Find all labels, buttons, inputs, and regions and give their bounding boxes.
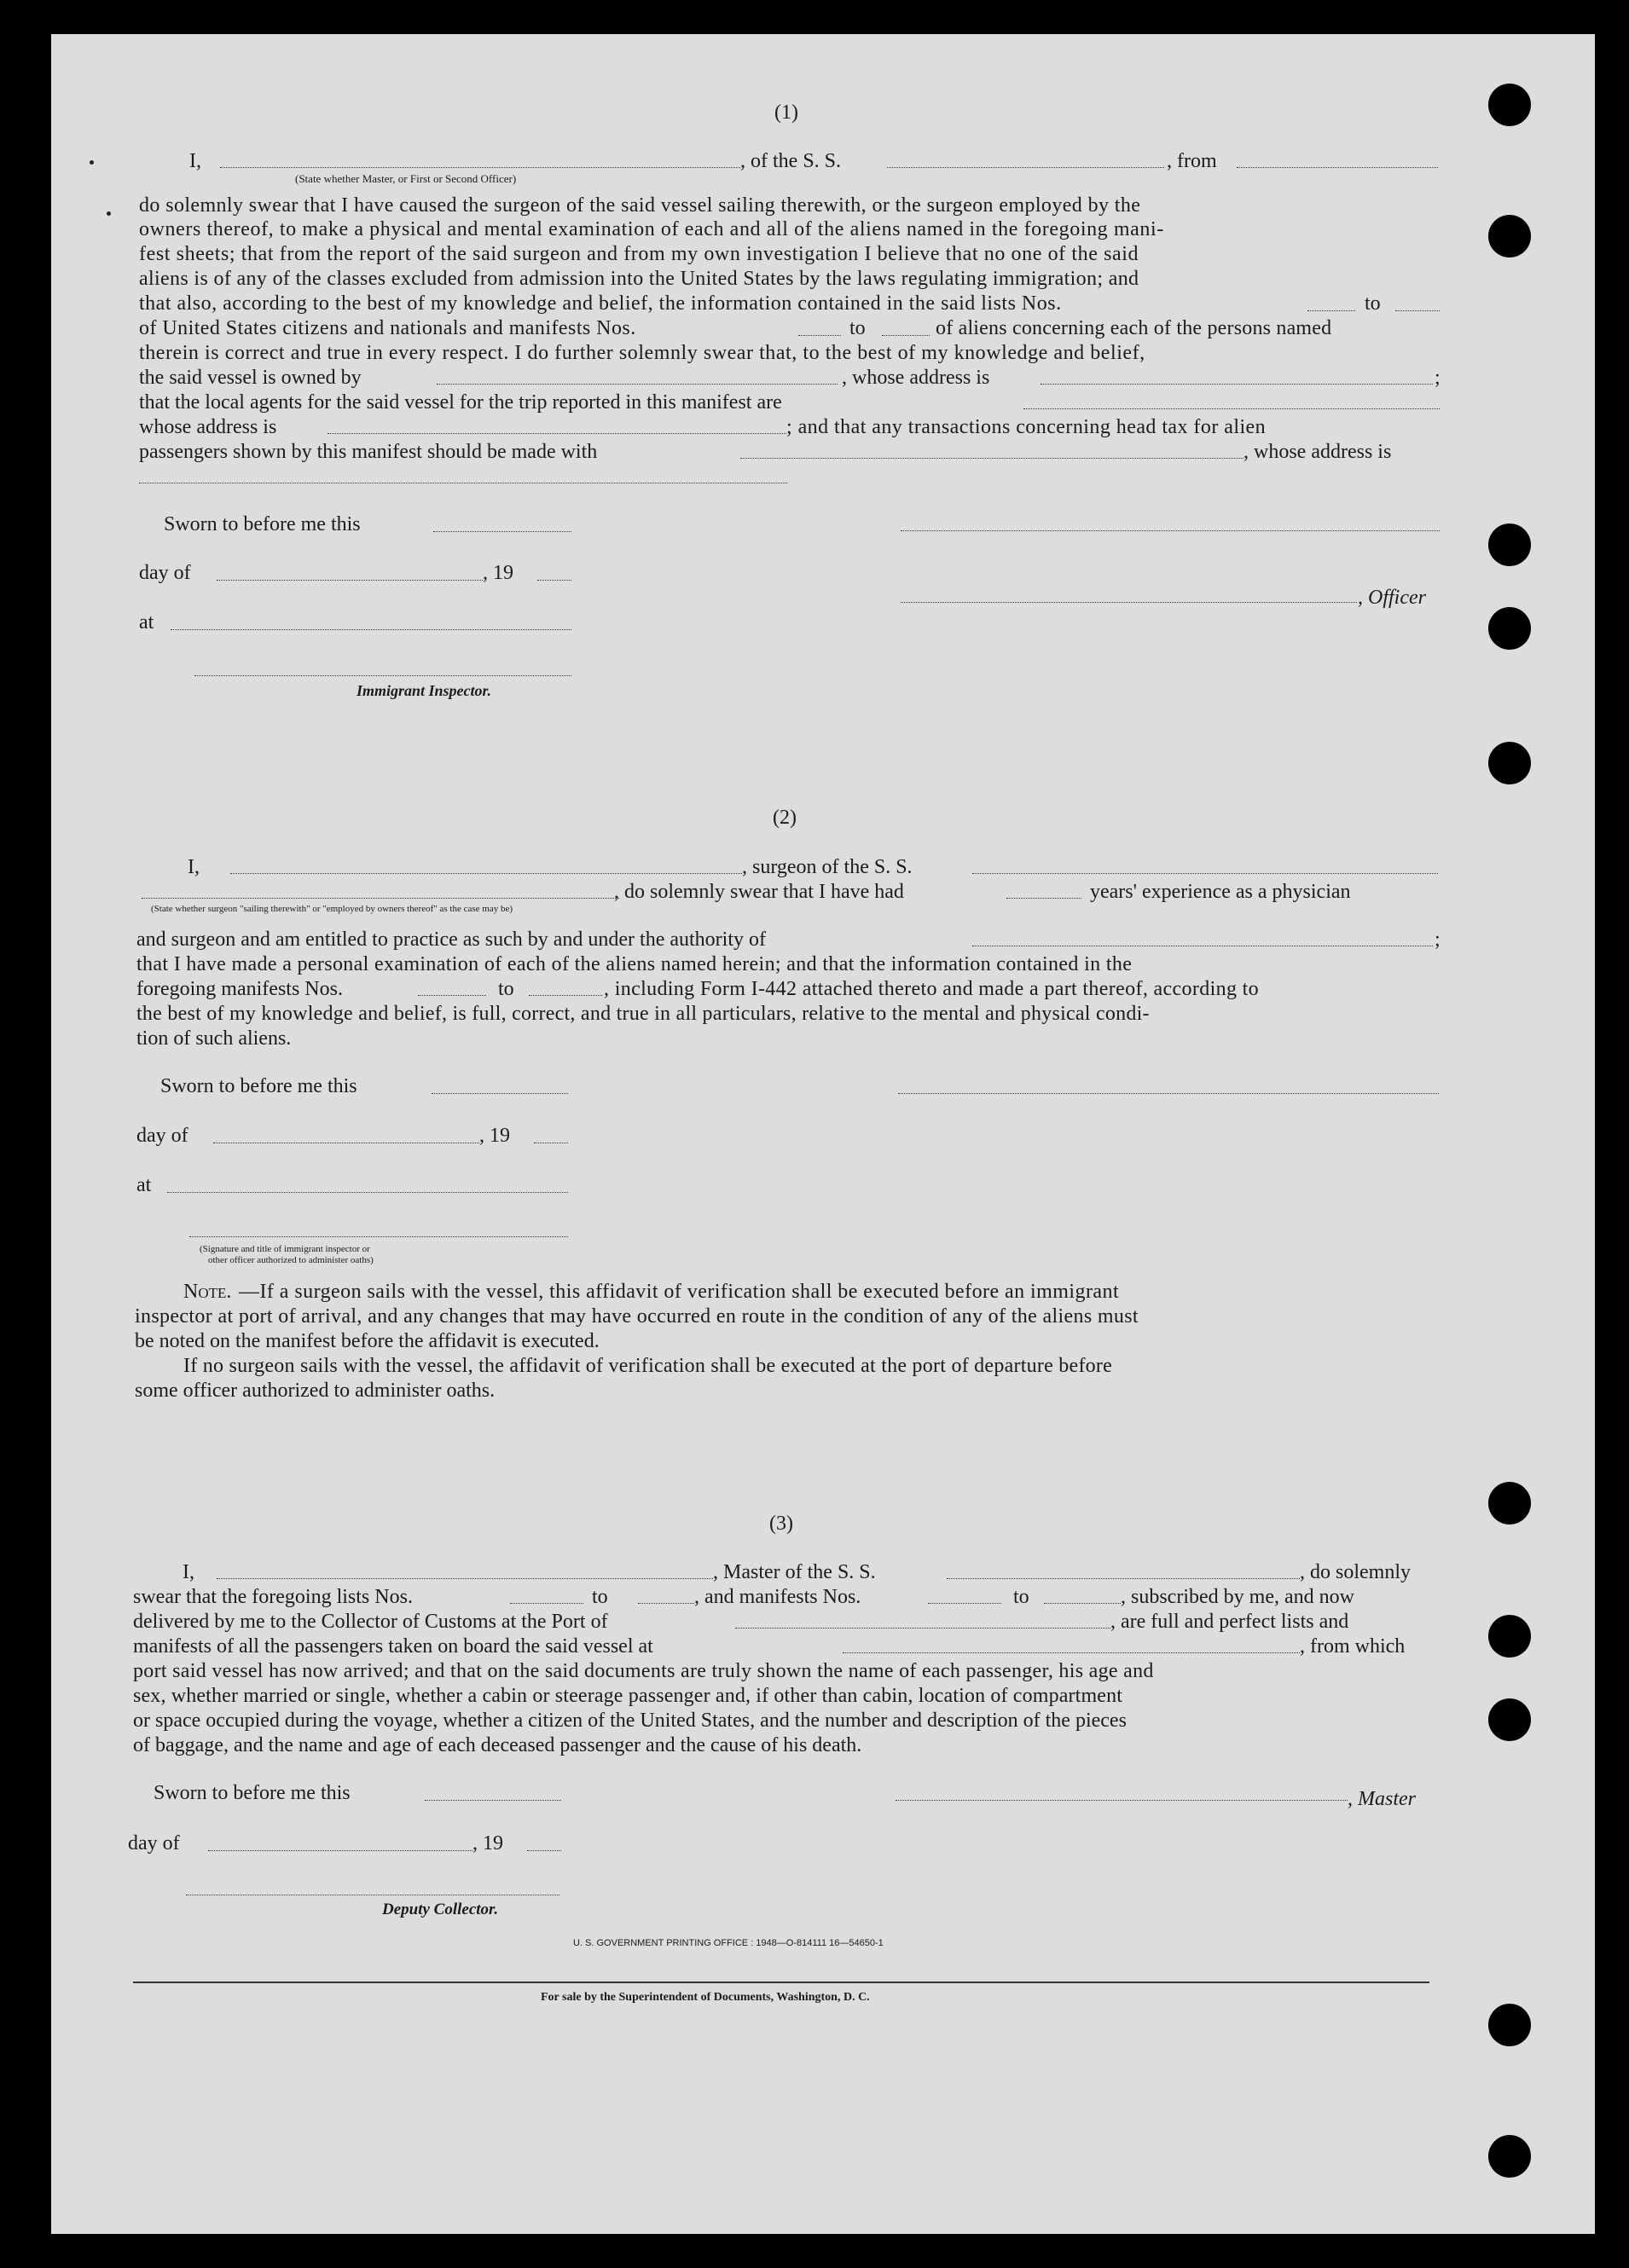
s3-sworn-day-field[interactable] xyxy=(425,1800,561,1801)
s2-to-label: to xyxy=(498,978,514,1000)
lists-from-field[interactable] xyxy=(1307,310,1355,311)
s2-sig-note-2: other officer authorized to administer oaths) xyxy=(208,1255,374,1265)
s1-sworn-day-field[interactable] xyxy=(433,531,571,532)
delivered-label: delivered by me to the Collector of Customs at the Port of xyxy=(133,1611,608,1633)
officer-signature-line-2[interactable] xyxy=(901,602,1357,603)
s2-vessel-field[interactable] xyxy=(972,873,1438,874)
s1-line-3: fest sheets; that from the report of the said surgeon and from my own investigation I believe that no one of the said xyxy=(139,243,1139,265)
vessel-name-field[interactable] xyxy=(887,167,1164,168)
s2-line-best: the best of my knowledge and belief, is full, correct, and true in all particulars, relative to the mental and physical condi- xyxy=(136,1003,1150,1025)
section-1-number: (1) xyxy=(774,101,798,124)
full-perfect-label: , are full and perfect lists and xyxy=(1110,1611,1349,1633)
owner-address-field[interactable] xyxy=(1041,384,1433,385)
s2-day-of-label: day of xyxy=(136,1125,188,1147)
surgeon-name-field[interactable] xyxy=(230,873,742,874)
s1-month-field[interactable] xyxy=(217,580,483,581)
note-line-2: inspector at port of arrival, and any changes that may have occurred en route in the condition of any of the aliens must xyxy=(135,1305,1139,1328)
manifests-to-field[interactable] xyxy=(882,335,930,336)
s1-year-label: , 19 xyxy=(483,562,513,584)
s2-at-label: at xyxy=(136,1174,152,1196)
years-experience-label: years' experience as a physician xyxy=(1090,881,1351,903)
section-3-number: (3) xyxy=(769,1513,793,1535)
owner-field[interactable] xyxy=(437,384,838,385)
ink-speck xyxy=(107,211,111,216)
s3-year-label: , 19 xyxy=(472,1832,503,1854)
passengers-shown-label: passengers shown by this manifest should be made with xyxy=(139,441,598,463)
s3-manifests-to-field[interactable] xyxy=(1044,1603,1121,1604)
s2-sig-note-1: (Signature and title of immigrant inspector or xyxy=(200,1244,370,1254)
surgeon-of-ss-label: , surgeon of the S. S. xyxy=(742,856,913,878)
from-which-label: , from which xyxy=(1300,1635,1406,1658)
manifests-to-label: to xyxy=(849,317,866,339)
local-agents-field[interactable] xyxy=(1023,408,1440,409)
s3-line-baggage: of baggage, and the name and age of each deceased passenger and the cause of his death. xyxy=(133,1734,862,1756)
s3-line-sex: sex, whether married or single, whether a cabin or steerage passenger and, if other than cabin, location of compartment xyxy=(133,1685,1123,1707)
s3-month-field[interactable] xyxy=(208,1850,472,1851)
of-aliens-concerning: of aliens concerning each of the persons named xyxy=(936,317,1332,339)
immigrant-inspector-signature[interactable] xyxy=(194,675,571,676)
s2-line-tion: tion of such aliens. xyxy=(136,1027,292,1050)
years-experience-field[interactable] xyxy=(1006,898,1081,899)
s1-day-of-label: day of xyxy=(139,562,191,584)
s2-line-that-i: that I have made a personal examination of each of the aliens named herein; and that the information contained in the xyxy=(136,953,1133,975)
s3-line-port: port said vessel has now arrived; and that on the said documents are truly shown the name of each passenger, his age and xyxy=(133,1660,1154,1682)
officer-name-field[interactable] xyxy=(220,167,740,168)
s2-inspector-signature[interactable] xyxy=(189,1236,568,1237)
section-2-number: (2) xyxy=(773,807,797,829)
lists-to-label: to xyxy=(1365,292,1381,315)
s3-manifests-to-label: to xyxy=(1013,1586,1029,1608)
s2-year-label: , 19 xyxy=(479,1125,510,1147)
local-agents-label: that the local agents for the said vessel for the trip reported in this manifest are xyxy=(139,391,782,414)
for-sale-note: For sale by the Superintendent of Documents, Washington, D. C. xyxy=(541,1991,870,2004)
from-label: , from xyxy=(1167,150,1217,172)
deputy-collector-label: Deputy Collector. xyxy=(382,1901,499,1918)
note-line-3: be noted on the manifest before the affidavit is executed. xyxy=(135,1330,600,1352)
note-line-5: some officer authorized to administer oaths. xyxy=(135,1380,496,1402)
note-label: Note. xyxy=(183,1281,232,1303)
s1-line-1: do solemnly swear that I have caused the surgeon of the said vessel sailing therewith, or the surgeon employed by the xyxy=(139,194,1141,217)
s2-manifests-to-field[interactable] xyxy=(529,995,602,996)
surgeon-signature-line[interactable] xyxy=(898,1093,1439,1094)
semicolon: ; xyxy=(1435,367,1441,389)
surgeon-status-field[interactable] xyxy=(142,898,619,899)
s1-line-4: aliens is of any of the classes excluded from admission into the United States by the laws regulating immigration; and xyxy=(139,268,1139,290)
agents-address-label: whose address is xyxy=(139,416,277,438)
s3-sworn-label: Sworn to before me this xyxy=(154,1782,351,1804)
s3-lists-from-field[interactable] xyxy=(510,1603,583,1604)
s2-semicolon: ; xyxy=(1435,929,1441,951)
s2-at-field[interactable] xyxy=(167,1192,568,1193)
s1-sworn-label: Sworn to before me this xyxy=(164,513,361,535)
lists-to-field[interactable] xyxy=(1395,310,1440,311)
owned-by-label: the said vessel is owned by xyxy=(139,367,362,389)
s1-line-2: owners thereof, to make a physical and mental examination of each and all of the aliens named in the foregoing mani- xyxy=(139,218,1164,240)
s3-day-of-label: day of xyxy=(128,1832,180,1854)
transactions-text: ; and that any transactions concerning head tax for alien xyxy=(786,416,1267,438)
boarded-at-field[interactable] xyxy=(843,1652,1300,1653)
swear-lists-label: swear that the foregoing lists Nos. xyxy=(133,1586,413,1608)
manifests-all-label: manifests of all the passengers taken on board the said vessel at xyxy=(133,1635,653,1658)
s2-sworn-day-field[interactable] xyxy=(432,1093,568,1094)
s1-line-7: therein is correct and true in every respect. I do further solemnly swear that, to the best of my knowledge and belief, xyxy=(139,342,1145,364)
officer-i-label: I, xyxy=(189,150,201,172)
footer-rule xyxy=(133,1982,1429,1983)
s1-line-6: of United States citizens and nationals and manifests Nos. xyxy=(139,317,636,339)
and-manifests-label: , and manifests Nos. xyxy=(694,1586,861,1608)
s3-line-space: or space occupied during the voyage, whether a citizen of the United States, and the number and description of the pieces xyxy=(133,1710,1127,1732)
officer-label: , Officer xyxy=(1358,587,1426,609)
s3-lists-to-field[interactable] xyxy=(638,1603,694,1604)
owner-address-label: , whose address is xyxy=(842,367,990,389)
master-of-ss-label: , Master of the S. S. xyxy=(713,1561,876,1583)
s3-manifests-from-field[interactable] xyxy=(928,1603,1001,1604)
subscribed-label: , subscribed by me, and now xyxy=(1121,1586,1354,1608)
s2-do-solemnly: , do solemnly swear that I have had xyxy=(614,881,904,903)
s3-do-solemnly: , do solemnly xyxy=(1300,1561,1411,1583)
note-line-4: If no surgeon sails with the vessel, the affidavit of verification shall be executed at the port of departure before xyxy=(183,1355,1113,1377)
master-signature-line[interactable] xyxy=(896,1800,1348,1801)
officer-signature-line-1[interactable] xyxy=(901,530,1440,531)
s2-line-surgeon: and surgeon and am entitled to practice as such by and under the authority of xyxy=(136,929,766,951)
port-field[interactable] xyxy=(735,1628,1110,1629)
s3-year-field[interactable] xyxy=(527,1850,561,1851)
s1-at-field[interactable] xyxy=(171,629,571,630)
s1-line-5: that also, according to the best of my knowledge and belief, the information contained in the said lists Nos. xyxy=(139,292,1062,315)
master-name-field[interactable] xyxy=(217,1578,713,1579)
manifests-from-field[interactable] xyxy=(798,335,841,336)
from-port-field[interactable] xyxy=(1237,167,1438,168)
of-ss-label: , of the S. S. xyxy=(740,150,842,172)
gpo-imprint: U. S. GOVERNMENT PRINTING OFFICE : 1948—O-814111 16—54650-1 xyxy=(573,1938,884,1948)
surgeon-state-note: (State whether surgeon "sailing therewith" or "employed by owners thereof" as the case may be) xyxy=(151,904,513,914)
s3-i-label: I, xyxy=(183,1561,194,1583)
s1-year-field[interactable] xyxy=(537,580,571,581)
s2-including-form: , including Form I-442 attached thereto and made a part thereof, according to xyxy=(604,978,1260,1000)
head-tax-contact-field[interactable] xyxy=(740,458,1243,459)
agents-address-field[interactable] xyxy=(328,433,786,434)
s2-sworn-label: Sworn to before me this xyxy=(160,1075,357,1097)
s2-i-label: I, xyxy=(188,856,200,878)
s3-vessel-field[interactable] xyxy=(947,1578,1300,1579)
s2-foregoing-manifests: foregoing manifests Nos. xyxy=(136,978,343,1000)
s2-manifests-from-field[interactable] xyxy=(418,995,486,996)
ink-speck xyxy=(90,160,94,165)
immigrant-inspector-label: Immigrant Inspector. xyxy=(357,682,492,699)
s3-lists-to-label: to xyxy=(592,1586,608,1608)
master-label: , Master xyxy=(1348,1788,1416,1810)
note-line-1: —If a surgeon sails with the vessel, this affidavit of verification shall be executed before an immigrant xyxy=(239,1281,1120,1303)
state-note: (State whether Master, or First or Second Officer) xyxy=(295,172,517,185)
s1-at-label: at xyxy=(139,611,154,634)
contact-address-label: , whose address is xyxy=(1243,441,1392,463)
